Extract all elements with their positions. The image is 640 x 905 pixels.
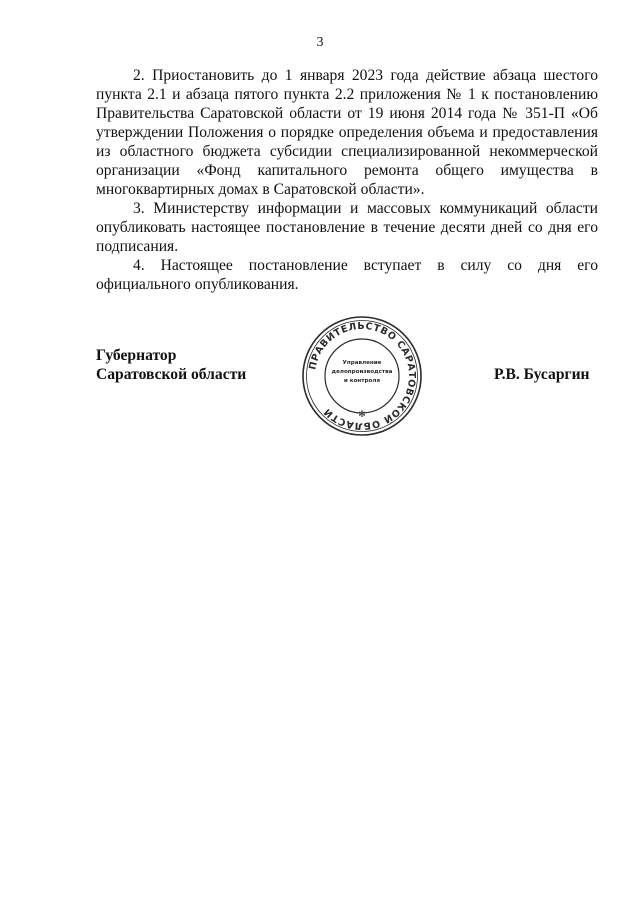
official-seal xyxy=(300,314,424,438)
signatory-name: Р.В. Бусаргин xyxy=(494,366,590,383)
paragraph-3: 3. Министерству информации и массовых коммуникаций области опубликовать настоящее постановление в течение десяти дней со дня его подписания. xyxy=(96,200,598,255)
page-number: 3 xyxy=(316,35,324,50)
seal-ring-textpath: ПРАВИТЕЛЬСТВО САРАТОВСКОЙ ОБЛАСТИ xyxy=(307,320,418,432)
signatory-title-line1: Губернатор xyxy=(96,347,177,364)
seal-star-icon: ✻ xyxy=(358,410,366,420)
document-body xyxy=(96,66,598,294)
signatory-title-line2: Саратовской области xyxy=(96,366,247,383)
seal-center-line1: Управление xyxy=(342,360,382,366)
signatory-title xyxy=(96,346,246,384)
paragraph-4: 4. Настоящее постановление вступает в силу со дня его официального опубликования. xyxy=(96,257,598,293)
seal-center-line3: и контроля xyxy=(343,378,381,384)
paragraph-2: 2. Приостановить до 1 января 2023 года действие абзаца шестого пункта 2.1 и абзаца пятого пункта 2.2 приложения № 1 к постановлению Правительства Саратовской области от 19 июня 2014 года № 351-П «Об утверждении Положения о порядке определения объема и предоставления из областного бюджета субсидии специализированной некоммерческой организации «Фонд капитального ремонта общего имущества в многоквартирных домах в Саратовской области». xyxy=(96,67,598,198)
seal-center-line2: делопроизводства xyxy=(331,369,393,375)
